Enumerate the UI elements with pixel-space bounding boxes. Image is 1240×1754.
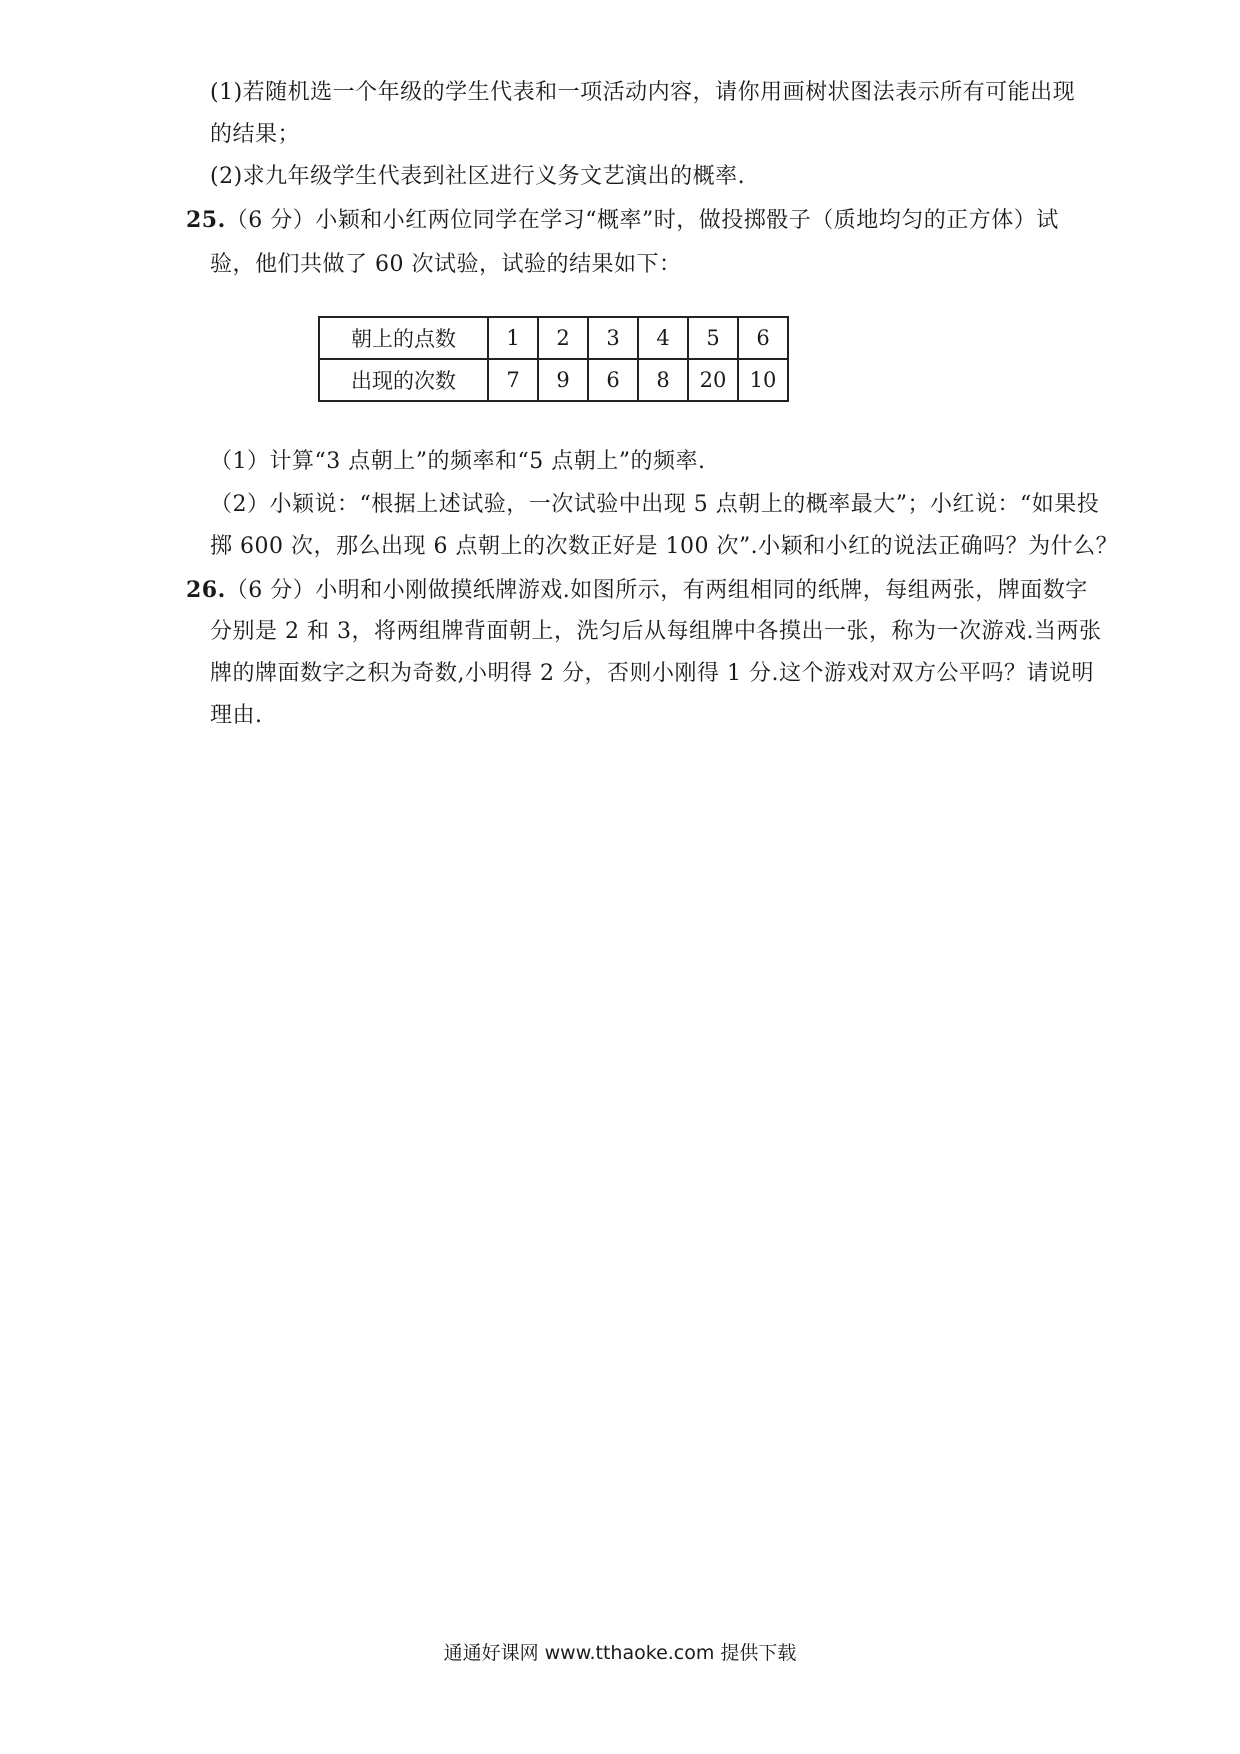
table-cell: 9 — [538, 359, 588, 401]
table-row-header: 朝上的点数 — [319, 317, 488, 359]
q25-line2: 验，他们共做了 60 次试验，试验的结果如下： — [210, 252, 682, 277]
q25-sub2-line1: （2）小颖说：“根据上述试验，一次试验中出现 5 点朝上的概率最大”；小红说：“如果投 — [210, 492, 1100, 517]
table-row-faces — [319, 317, 788, 359]
page-footer: 通通好课网 www.tthaoke.com 提供下载 — [443, 1642, 797, 1664]
table-cell: 2 — [538, 317, 588, 359]
table-cell: 10 — [738, 359, 788, 401]
q26-line1-text: （6 分）小明和小刚做摸纸牌游戏.如图所示，有两组相同的纸牌，每组两张，牌面数字 — [225, 578, 1088, 603]
q24-part1-line2: 的结果； — [210, 122, 301, 147]
table-cell: 5 — [688, 317, 738, 359]
table-cell: 7 — [488, 359, 538, 401]
table-row-counts — [319, 359, 788, 401]
q26-number: 26. — [186, 577, 226, 603]
q25-sub1: （1）计算“3 点朝上”的频率和“5 点朝上”的频率. — [210, 449, 706, 474]
dice-results-table — [318, 316, 789, 402]
q25-number: 25. — [186, 207, 226, 233]
table-cell: 3 — [588, 317, 638, 359]
q25-line1 — [186, 205, 1059, 236]
table-cell: 6 — [738, 317, 788, 359]
table-cell: 1 — [488, 317, 538, 359]
table-cell: 20 — [688, 359, 738, 401]
table-cell: 8 — [638, 359, 688, 401]
q24-part1-line1: (1)若随机选一个年级的学生代表和一项活动内容，请你用画树状图法表示所有可能出现 — [210, 80, 1076, 105]
q24-part2: (2)求九年级学生代表到社区进行义务文艺演出的概率. — [210, 164, 746, 189]
q26-line1 — [186, 575, 1088, 606]
q25-line1-text: （6 分）小颖和小红两位同学在学习“概率”时，做投掷骰子（质地均匀的正方体）试 — [225, 208, 1059, 233]
q26-line4: 理由. — [210, 703, 263, 728]
q25-sub2-line2: 掷 600 次，那么出现 6 点朝上的次数正好是 100 次”.小颖和小红的说法正确吗？为什么？ — [210, 534, 1119, 559]
table-cell: 6 — [588, 359, 638, 401]
table-row-header: 出现的次数 — [319, 359, 488, 401]
q26-line2: 分别是 2 和 3，将两组牌背面朝上，洗匀后从每组牌中各摸出一张，称为一次游戏.当两张 — [210, 619, 1102, 644]
table-cell: 4 — [638, 317, 688, 359]
q26-line3: 牌的牌面数字之积为奇数,小明得 2 分，否则小刚得 1 分.这个游戏对双方公平吗？请说明 — [210, 661, 1094, 686]
